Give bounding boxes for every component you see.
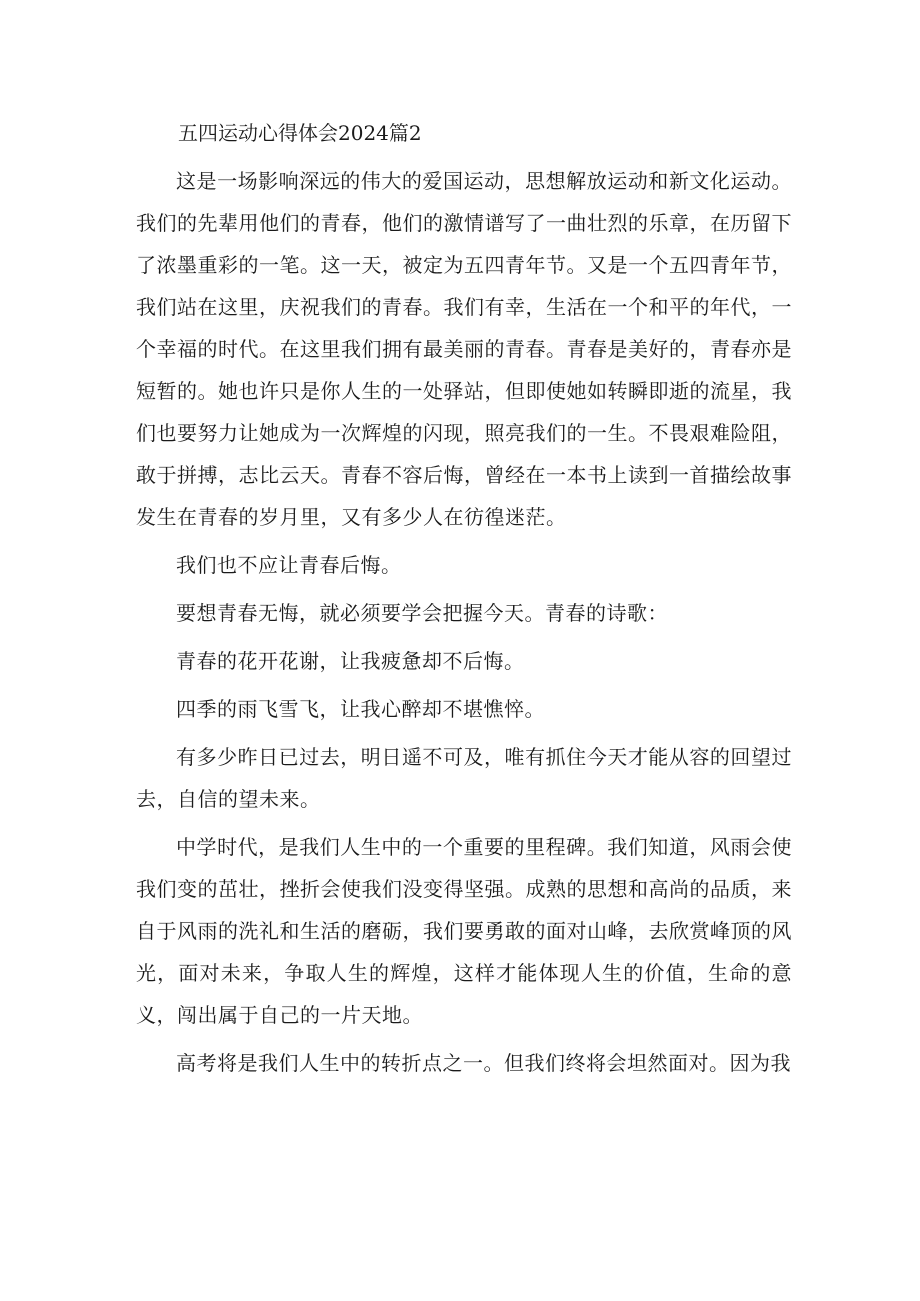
paragraph-6: 高考将是我们人生中的转折点之一。但我们终将会坦然面对。因为我: [176, 1051, 791, 1075]
document-body: [136, 112, 792, 1090]
document-title: 五四运动心得体会2024篇2: [178, 121, 422, 145]
poem-line-1: 青春的花开花谢，让我疲惫却不后悔。: [176, 649, 525, 673]
poem-line-2: 四季的雨飞雪飞，让我心醉却不堪憔悴。: [176, 697, 545, 721]
paragraph-2: 我们也不应让青春后悔。: [176, 553, 402, 577]
paragraph-5: 中学时代，是我们人生中的一个重要的里程碑。我们知道，风雨会使我们变的茁壮，挫折会使我们没变得坚强。成熟的思想和高尚的品质，来自于风雨的洗礼和生活的磨砺，我们要勇敢的面对山峰，去欣赏峰顶的风光，面对未来，争取人生的辉煌，这样才能体现人生的价值，生命的意义，闯出属于自己的一片天地。: [136, 835, 792, 1027]
paragraph-1: 这是一场影响深远的伟大的爱国运动，思想解放运动和新文化运动。我们的先辈用他们的青春，他们的激情谱写了一曲壮烈的乐章，在历留下了浓墨重彩的一笔。这一天，被定为五四青年节。又是一个五四青年节，我们站在这里，庆祝我们的青春。我们有幸，生活在一个和平的年代，一个幸福的时代。在这里我们拥有最美丽的青春。青春是美好的，青春亦是短暂的。她也许只是你人生的一处驿站，但即使她如转瞬即逝的流星，我们也要努力让她成为一次辉煌的闪现，照亮我们的一生。不畏艰难险阻，敢于拼搏，志比云天。青春不容后悔，曾经在一本书上读到一首描绘故事发生在青春的岁月里，又有多少人在彷徨迷茫。: [136, 169, 792, 529]
paragraph-4: 有多少昨日已过去，明日遥不可及，唯有抓住今天才能从容的回望过去，自信的望未来。: [136, 745, 792, 811]
paragraph-3: 要想青春无悔，就必须要学会把握今天。青春的诗歌：: [176, 601, 668, 625]
